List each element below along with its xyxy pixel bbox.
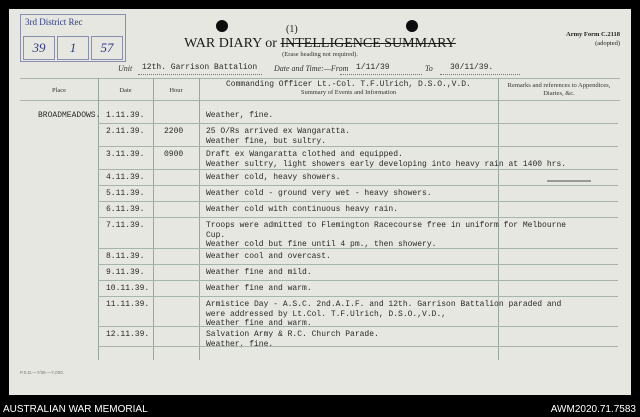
- header-summary: Summary of Events and Information: [300, 89, 397, 96]
- row-rule: [98, 264, 618, 265]
- row-rule: [98, 201, 618, 202]
- table-top-rule: [20, 78, 620, 79]
- entry-date: 2.11.39.: [106, 127, 145, 136]
- entry-text: Weather cold but fine until 4 pm., then showery.: [206, 240, 437, 249]
- entry-date: 5.11.39.: [106, 189, 145, 198]
- row-rule: [98, 217, 618, 218]
- page-title: [0, 36, 640, 52]
- to-underline: [440, 74, 520, 75]
- column-rule: [498, 78, 499, 360]
- form-name: Army Form C.2118: [566, 31, 620, 38]
- printer-note: P.S.D.—7/39.—7,000.: [20, 370, 64, 375]
- header-commanding-officer: Commanding Officer Lt.-Col. T.F.Ulrich, D.S.O.,V.D.: [226, 80, 471, 89]
- stamp-part-3: 57: [91, 36, 123, 60]
- entry-text: Weather, fine.: [206, 339, 274, 349]
- entry-date: 6.11.39.: [106, 205, 145, 214]
- column-rule: [199, 78, 200, 360]
- entry-date: 1.11.39.: [106, 111, 145, 120]
- entry-text: Weather cold, heavy showers.: [206, 173, 341, 182]
- entry-text: Weather sultry, light showers early developing into heavy rain at 1400 hrs.: [206, 159, 567, 169]
- date-to: 30/11/39.: [450, 63, 494, 72]
- entry-text: Weather fine and warm.: [206, 284, 312, 293]
- form-adopted: (adopted): [595, 40, 620, 47]
- entry-date: 8.11.39.: [106, 252, 145, 261]
- entry-text: Draft ex Wangaratta clothed and equipped.: [206, 150, 403, 159]
- punch-hole-icon: [216, 20, 228, 32]
- header-place: Place: [51, 87, 67, 94]
- page-number: (1): [286, 24, 298, 35]
- entry-date: 3.11.39.: [106, 150, 145, 159]
- entry-date: 10.11.39.: [106, 284, 150, 293]
- entry-date: 12.11.39.: [106, 330, 150, 339]
- entry-hour: 2200: [164, 127, 184, 136]
- column-rule: [153, 78, 154, 360]
- header-hour: Hour: [169, 87, 183, 94]
- row-rule: [98, 123, 618, 124]
- entry-text: Weather, fine.: [206, 111, 274, 120]
- caption-institution: AUSTRALIAN WAR MEMORIAL: [3, 404, 148, 415]
- entry-text: Salvation Army & R.C. Church Parade.: [206, 330, 379, 339]
- entry-text: Weather fine, but sultry.: [206, 136, 327, 146]
- entry-date: 9.11.39.: [106, 268, 145, 277]
- row-rule: [98, 296, 618, 297]
- entry-place: BROADMEADOWS.: [38, 111, 101, 120]
- column-rule: [98, 78, 99, 360]
- entry-text: Weather cold with continuous heavy rain.: [206, 205, 399, 214]
- entry-text: Weather fine and warm.: [206, 319, 312, 328]
- title-or: or: [265, 36, 277, 51]
- caption-accession: AWM2020.71.7583: [550, 404, 636, 415]
- entry-date: 4.11.39.: [106, 173, 145, 182]
- date-range-label: Date and Time:—From: [274, 64, 349, 73]
- table-header-rule: [20, 100, 620, 101]
- row-rule: [98, 185, 618, 186]
- entry-text: Weather cool and overcast.: [206, 252, 331, 261]
- entry-hour: 0900: [164, 150, 184, 159]
- stamp-district-text: 3rd District Rec: [25, 17, 83, 27]
- entry-text: 25 O/Rs arrived ex Wangaratta.: [206, 127, 351, 136]
- unit-label: Unit: [118, 64, 133, 73]
- title-struck-heading: INTELLIGENCE SUMMARY: [280, 36, 456, 51]
- entry-text: were addressed by Lt.Col. T.F.Ulrich, D.S.O.,V.D.,: [206, 309, 447, 319]
- row-rule: [98, 146, 618, 147]
- entry-text: Weather fine and mild.: [206, 268, 312, 277]
- entry-text: Weather cold - ground very wet - heavy showers.: [206, 189, 432, 198]
- entry-text: Troops were admitted to Flemington Racecourse free in uniform for Melbourne: [206, 221, 567, 230]
- army-form-ref: [566, 30, 620, 48]
- header-date: Date: [119, 87, 132, 94]
- stamp-part-2: 1: [57, 36, 89, 60]
- entry-date: 11.11.39.: [106, 300, 150, 309]
- title-war-diary: WAR DIARY: [184, 36, 262, 51]
- entry-date: 7.11.39.: [106, 221, 145, 230]
- date-from: 1/11/39: [356, 63, 390, 72]
- erase-note: (Erase heading not required).: [282, 51, 358, 58]
- entry-text: Cup.: [206, 230, 226, 240]
- date-to-label: To: [425, 64, 433, 73]
- entry-text: Armistice Day - A.S.C. 2nd.A.I.F. and 12th. Garrison Battalion paraded and: [206, 300, 562, 309]
- unit-underline: [138, 74, 262, 75]
- remarks-mark: [547, 180, 591, 182]
- row-rule: [98, 169, 618, 170]
- row-rule: [98, 280, 618, 281]
- unit-value: 12th. Garrison Battalion: [142, 63, 258, 72]
- header-remarks: Remarks and references to Appendices, Diaries, &c.: [507, 82, 611, 97]
- row-rule: [98, 248, 618, 249]
- from-underline: [340, 74, 422, 75]
- row-rule: [98, 346, 618, 347]
- punch-hole-icon: [406, 20, 418, 32]
- stamp-part-1: 39: [23, 36, 55, 60]
- row-rule: [98, 326, 618, 327]
